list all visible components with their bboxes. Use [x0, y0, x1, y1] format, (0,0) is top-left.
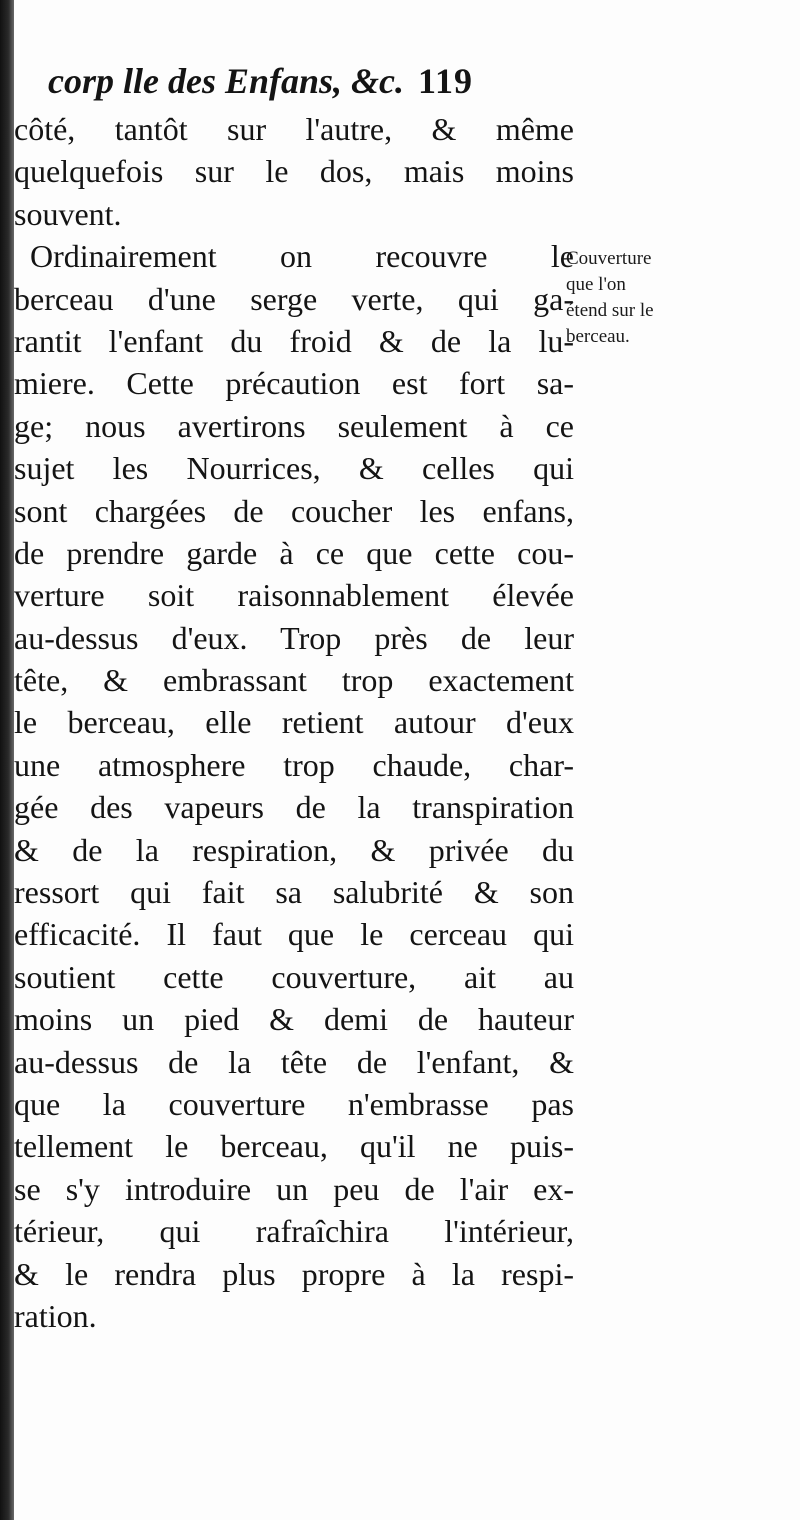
body-line: tellement le berceau, qu'il ne puis-	[14, 1128, 574, 1165]
body-line: rantit l'enfant du froid & de la lu-	[14, 322, 574, 359]
body-line: au-dessus de la tête de l'enfant, &	[14, 1043, 574, 1080]
binding-edge	[0, 0, 14, 1520]
body-line: quelquefois sur le dos, mais moins	[14, 153, 574, 190]
body-line: de prendre garde à ce que cette cou-	[14, 534, 574, 571]
marginal-note-line: Couverture	[566, 248, 652, 269]
body-line: térieur, qui rafraîchira l'intérieur,	[14, 1213, 574, 1250]
body-line: le berceau, elle retient autour d'eux	[14, 704, 574, 741]
body-line: tête, & embrassant trop exactement	[14, 662, 574, 699]
body-line: une atmosphere trop chaude, char-	[14, 746, 574, 783]
marginal-note	[566, 246, 726, 350]
body-line: ressort qui fait sa salubrité & son	[14, 874, 574, 911]
running-head	[48, 58, 568, 104]
body-line: Ordinairement on recouvre le	[30, 238, 574, 275]
body-line: ration.	[14, 1297, 97, 1334]
body-line: côté, tantôt sur l'autre, & même	[14, 111, 574, 147]
body-line: efficacité. Il faut que le cerceau qui	[14, 916, 574, 953]
body-line: sujet les Nourrices, & celles qui	[14, 450, 574, 487]
body-line: verture soit raisonnablement élevée	[14, 577, 574, 614]
marginal-note-line: berceau.	[566, 326, 630, 347]
body-line: & le rendra plus propre à la respi-	[14, 1255, 574, 1292]
page-number: 119	[418, 61, 474, 101]
marginal-note-line: que l'on	[566, 274, 626, 295]
running-head-title: corp lle des Enfans, &c.	[48, 61, 404, 101]
body-line: miere. Cette précaution est fort sa-	[14, 365, 574, 402]
body-line: moins un pied & demi de hauteur	[14, 1001, 574, 1038]
body-text	[14, 108, 574, 1337]
body-line: se s'y introduire un peu de l'air ex-	[14, 1170, 574, 1207]
body-line: & de la respiration, & privée du	[14, 831, 574, 868]
body-line: soutient cette couverture, ait au	[14, 958, 574, 995]
body-line: ge; nous avertirons seulement à ce	[14, 407, 574, 444]
body-line: souvent.	[14, 195, 122, 232]
body-line: que la couverture n'embrasse pas	[14, 1085, 574, 1122]
marginal-note-line: étend sur le	[566, 300, 654, 321]
body-line: gée des vapeurs de la transpiration	[14, 789, 574, 826]
body-line: sont chargées de coucher les enfans,	[14, 492, 574, 529]
body-line: berceau d'une serge verte, qui ga-	[14, 280, 574, 317]
body-line: au-dessus d'eux. Trop près de leur	[14, 619, 574, 656]
